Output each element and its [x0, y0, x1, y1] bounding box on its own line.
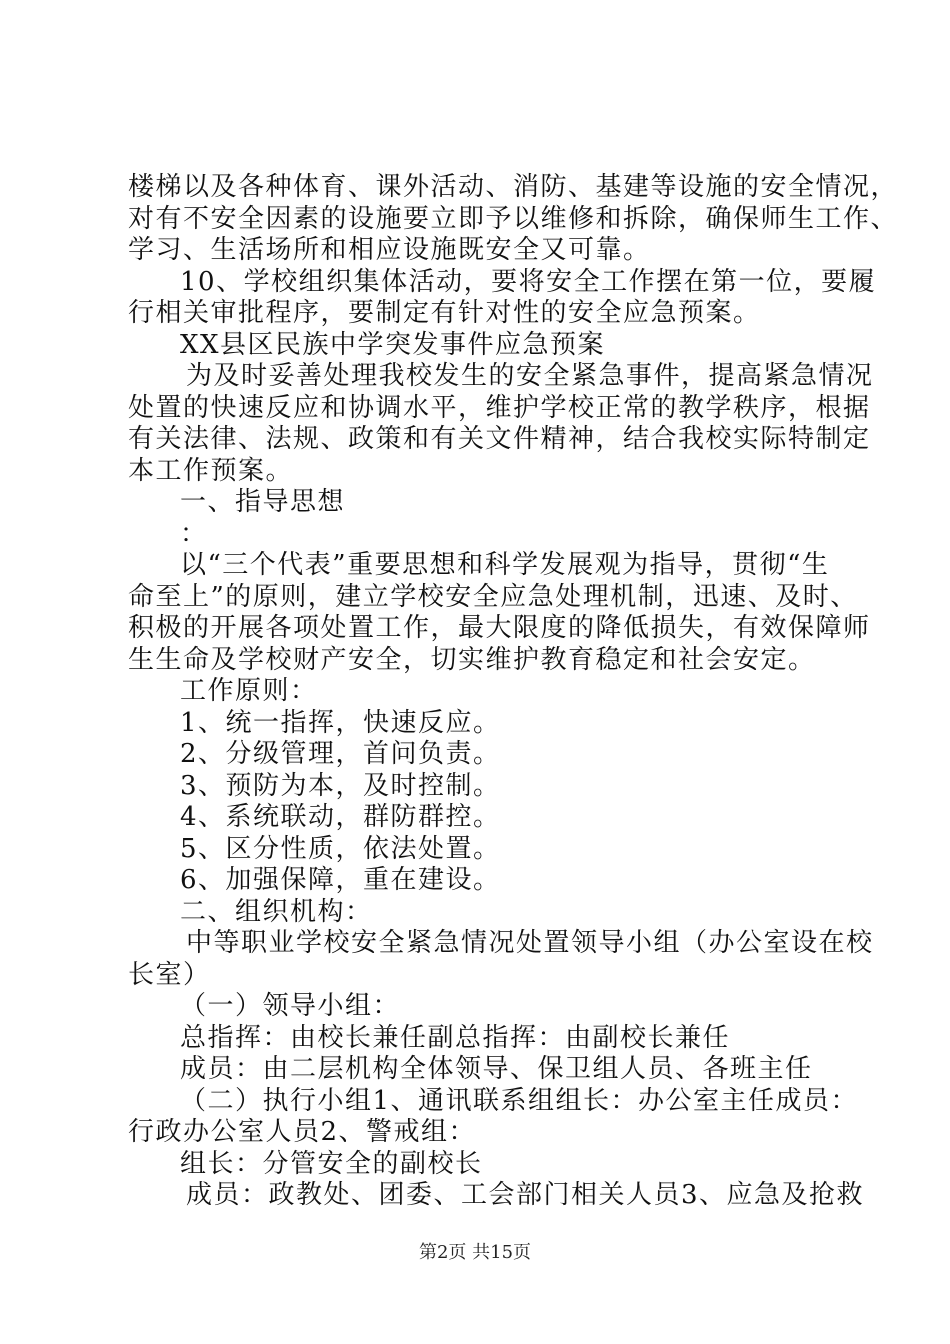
list-item: 3、预防为本，及时控制。 [180, 770, 501, 801]
text-line: 楼梯以及各种体育、课外活动、消防、基建等设施的安全情况， [128, 172, 899, 202]
text-line: 工作原则： [180, 676, 318, 706]
list-item: 2、分级管理，首问负责。 [180, 739, 501, 769]
section-heading: 一、指导思想 [180, 487, 346, 517]
text-line: 处置的快速反应和协调水平，维护学校正常的教学秩序，根据 [128, 392, 871, 423]
section-heading: 二、组织机构： [180, 896, 373, 927]
body-text [128, 172, 899, 1212]
text-line: 组长：分管安全的副校长 [180, 1148, 483, 1179]
text-line: 积极的开展各项处置工作，最大限度的降低损失，有效保障师 [128, 613, 871, 643]
text-line: 有关法律、法规、政策和有关文件精神，结合我校实际特制定 [128, 424, 871, 454]
list-item: 5、区分性质，依法处置。 [180, 833, 501, 864]
text-line: 为及时妥善处理我校发生的安全紧急事件，提高紧急情况 [186, 361, 874, 391]
text-line: 学习、生活场所和相应设施既安全又可靠。 [128, 235, 651, 265]
text-line: 中等职业学校安全紧急情况处置领导小组（办公室设在校 [186, 928, 874, 958]
text-line: 本工作预案。 [128, 455, 294, 486]
text-line: （二）执行小组1、通讯联系组组长：办公室主任成员： [180, 1085, 859, 1116]
text-line: 行相关审批程序，要制定有针对性的安全应急预案。 [128, 298, 761, 328]
text-line: 成员：由二层机构全体领导、保卫组人员、各班主任 [180, 1054, 813, 1084]
text-line: 成员：政教处、团委、工会部门相关人员3、应急及抢救 [186, 1180, 865, 1210]
text-line: ： [180, 518, 208, 549]
list-item: 1、统一指挥，快速反应。 [180, 707, 501, 738]
section-title: XX县区民族中学突发事件应急预案 [180, 329, 606, 360]
page-number-footer: 第2页 共15页 [418, 1242, 532, 1263]
text-line: 行政办公室人员2、警戒组： [128, 1117, 477, 1147]
text-line: 长室） [128, 959, 211, 990]
list-item: 6、加强保障，重在建设。 [180, 865, 501, 895]
text-line: 10、学校组织集体活动，要将安全工作摆在第一位，要履 [180, 266, 877, 297]
text-line: 以“三个代表”重要思想和科学发展观为指导，贯彻“生 [180, 550, 830, 580]
list-item: 4、系统联动，群防群控。 [180, 802, 501, 832]
text-line: 总指挥：由校长兼任副总指挥：由副校长兼任 [180, 1022, 731, 1053]
text-line: 命至上”的原则，建立学校安全应急处理机制，迅速、及时、 [128, 581, 858, 612]
text-line: 对有不安全因素的设施要立即予以维修和拆除，确保师生工作、 [128, 203, 899, 234]
text-line: 生生命及学校财产安全，切实维护教育稳定和社会安定。 [128, 644, 816, 675]
text-line: （一）领导小组： [180, 991, 401, 1021]
